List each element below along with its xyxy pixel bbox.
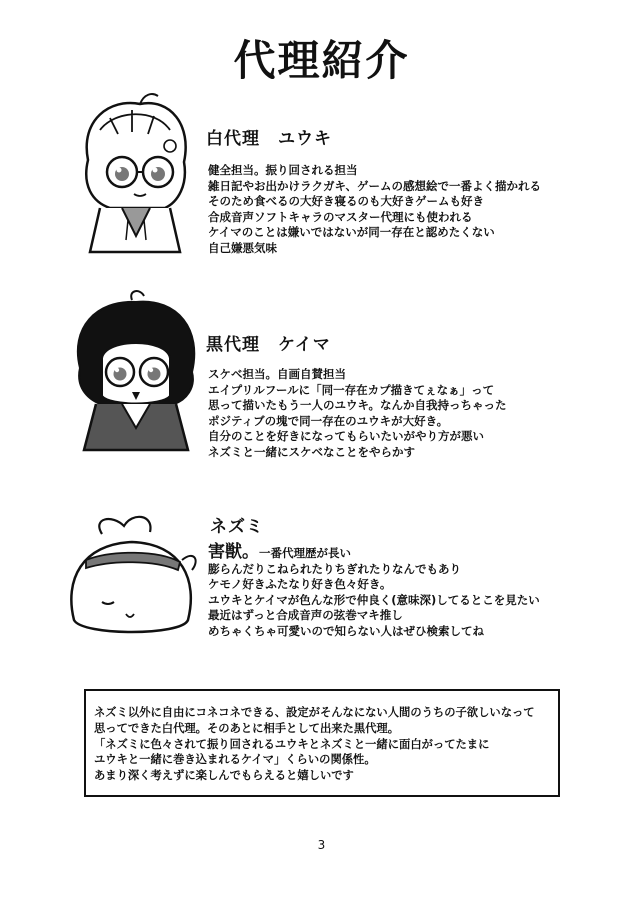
nezumi-line: 最近はずっと合成音声の弦巻マキ推し — [208, 608, 403, 623]
nezumi-line: 膨らんだりこねられたりちぎれたりなんでもあり — [208, 561, 461, 576]
nezumi-line: ケモノ好きふたなり好き色々好き。 — [208, 577, 392, 592]
nezumi-lead-big: 害獣。 — [208, 542, 259, 562]
nezumi-lead — [208, 542, 540, 562]
note-line: 「ネズミに色々されて振り回されるユウキとネズミと一緒に面白がってたまに — [94, 737, 490, 751]
yuuki-portrait — [70, 90, 200, 260]
yuuki-description — [208, 163, 541, 257]
yuuki-line: 自己嫌悪気味 — [208, 240, 277, 255]
keima-line: ネズミと一緒にスケベなことをやらかす — [208, 444, 415, 459]
yuuki-line: そのため食べるの大好き寝るのも大好きゲームも好き — [208, 194, 484, 209]
note-line: ユウキと一緒に巻き込まれるケイマ」くらいの関係性。 — [94, 753, 376, 767]
keima-line: ポジティブの塊で同一存在のユウキが大好き。 — [208, 413, 449, 428]
nezumi-lead-rest: 一番代理歴が長い — [259, 546, 351, 560]
keima-line: 自分のことを好きになってもらいたいがやり方が悪い — [208, 429, 484, 444]
nezumi-line: ユウキとケイマが色んな形で仲良く(意味深)してるとこを見たい — [208, 592, 540, 607]
page-number: 3 — [317, 838, 326, 852]
yuuki-line: 合成音声ソフトキャラのマスター代理にも使われる — [208, 209, 473, 224]
page-title: 代理紹介 — [233, 36, 410, 85]
keima-portrait — [66, 288, 206, 458]
yuuki-line: 雑日記やお出かけラクガキ、ゲームの感想絵で一番よく描かれる — [208, 178, 542, 193]
yuuki-line: 健全担当。振り回される担当 — [208, 163, 358, 177]
keima-line: スケベ担当。自画自賛担当 — [208, 367, 346, 381]
nezumi-name: ネズミ — [210, 517, 264, 537]
note-line: あまり深く考えずに楽しんでもらえると嬉しいです — [94, 769, 354, 783]
nezumi-line: めちゃくちゃ可愛いので知らない人はぜひ検索してね — [208, 623, 484, 638]
keima-line: 思って描いたもう一人のユウキ。なんか自我持っちゃった — [208, 398, 507, 413]
keima-description — [208, 367, 507, 461]
note-line: 思ってできた白代理。そのあとに相手として出来た黒代理。 — [94, 721, 400, 735]
note-line: ネズミ以外に自由にコネコネできる、設定がそんなにない人間のうちの子欲しいなって — [94, 706, 535, 719]
nezumi-portrait — [62, 510, 202, 650]
yuuki-name: 白代理 ユウキ — [206, 129, 332, 149]
yuuki-line: ケイマのことは嫌いではないが同一存在と認めたくない — [208, 225, 495, 240]
note-box — [84, 689, 560, 797]
keima-name: 黒代理 ケイマ — [206, 335, 331, 355]
nezumi-description — [208, 542, 540, 640]
keima-line: エイプリルフールに「同一存在カプ描きてぇなぁ」って — [208, 382, 495, 397]
